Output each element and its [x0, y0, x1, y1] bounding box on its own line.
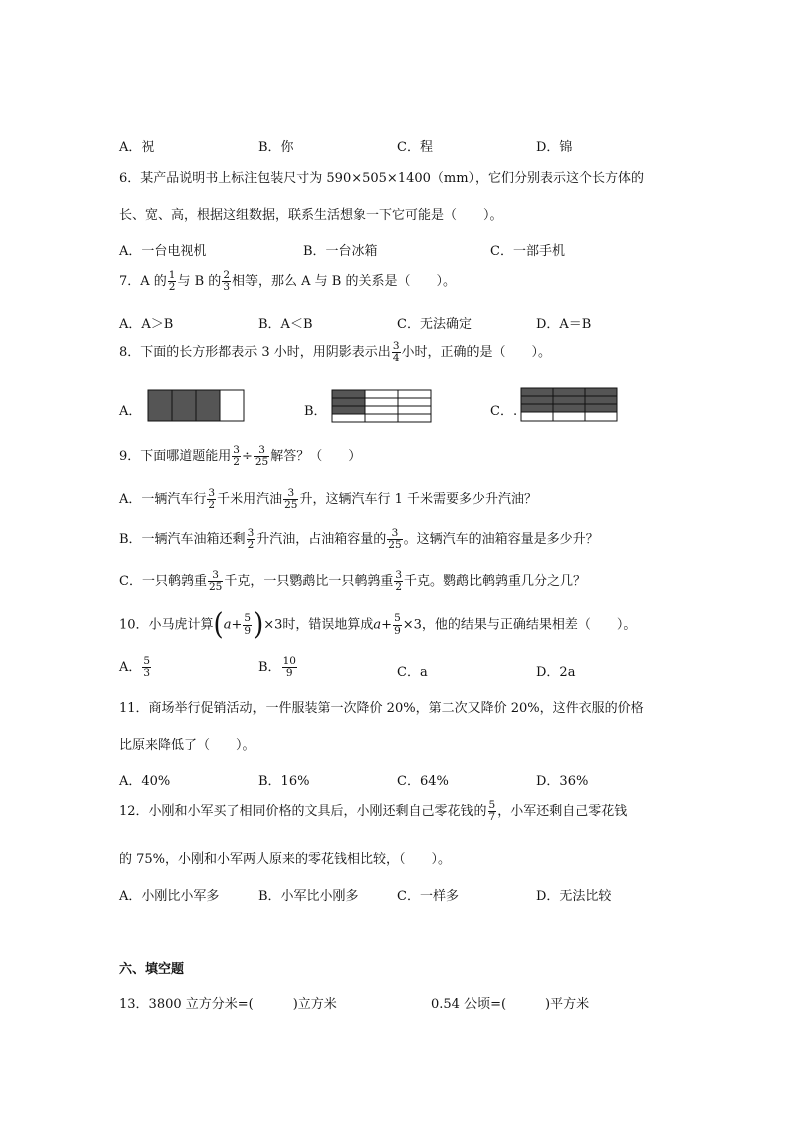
option-b: B．你 — [258, 140, 294, 155]
fraction: $\frac{5}{9}$ — [394, 612, 401, 637]
option-a: A．一台电视机 — [119, 244, 207, 259]
fraction: $\frac{5}{7}$ — [488, 799, 496, 824]
option-c: C．程 — [397, 140, 433, 155]
option-a: A．小刚比小军多 — [119, 889, 220, 904]
option-b: B． $\frac{10}{9}$ — [258, 655, 296, 680]
fraction: $\frac{5}{3}$ — [143, 655, 151, 680]
fraction: $\frac{10}{9}$ — [282, 655, 296, 680]
option-a: A．祝 — [119, 140, 155, 155]
fraction: $\frac{3}{4}$ — [392, 340, 400, 365]
option-c: C．a — [397, 665, 428, 680]
fraction: $\frac{3}{2}$ — [208, 487, 216, 512]
option-d: D．36% — [536, 774, 589, 789]
section-heading: 六、填空题 — [119, 962, 185, 977]
question-6-line2: 长、宽、高，根据这组数据，联系生活想象一下它可能是（ ）。 — [119, 208, 503, 223]
option-c: C．一部手机 — [490, 244, 565, 259]
fraction: $\frac{5}{9}$ — [244, 612, 252, 637]
question-9-option-b: B．一辆汽车油箱还剩 $\frac{3}{2}$ 升汽油，占油箱容量的 $\frac{3}{25}$ 。这辆汽车的油箱容量是多少升？ — [119, 527, 599, 552]
question-11-line2: 比原来降低了（ ）。 — [119, 738, 256, 753]
fraction: $\frac{3}{2}$ — [395, 569, 403, 594]
question-12-line1: 12．小刚和小军买了相同价格的文具后，小刚还剩自己零花钱的 $\frac{5}{7}$ ，小军还剩自己零花钱 — [119, 799, 628, 824]
fraction: $\frac{3}{25}$ — [388, 527, 402, 552]
question-13-part2: 0.54 公顷=( )平方米 — [431, 997, 590, 1012]
option-a: A．40% — [119, 774, 171, 789]
option-d: D．A＝B — [536, 317, 592, 332]
question-6-line1: 6．某产品说明书上标注包装尺寸为 590×505×1400（mm），它们分别表示这个长方体的 — [119, 171, 645, 186]
option-c: C．64% — [397, 774, 449, 789]
fraction: $\frac{3}{25}$ — [208, 569, 223, 594]
question-8: 8．下面的长方形都表示 3 小时，用阴影表示出 $\frac{3}{4}$ 小时，正确的是（ ）。 — [119, 340, 552, 365]
option-d: D．锦 — [536, 140, 573, 155]
question-9-option-a: A．一辆汽车行 $\frac{3}{2}$ 千米用汽油 $\frac{3}{25}$ 升，这辆汽车行 1 千米需要多少升汽油？ — [119, 487, 538, 512]
option-b: B． — [304, 404, 327, 419]
question-10: 10．小马虎计算(a+ $\frac{5}{9}$ )×3时，错误地算成a+ $\frac{5}{9}$ ×3，他的结果与正确结果相差（ ）。 — [119, 607, 637, 643]
question-9: 9．下面哪道题能用 $\frac{3}{2}$ ÷ $\frac{3}{25}$ 解答？（ ） — [119, 444, 362, 469]
fraction: $\frac{3}{2}$ — [233, 444, 240, 469]
question-9-option-c: C．一只鹌鹑重 $\frac{3}{25}$ 千克，一只鹦鹉比一只鹌鹑重 $\frac{3}{2}$ 千克。鹦鹉比鹌鹑重几分之几？ — [119, 569, 587, 594]
option-b: B．A＜B — [258, 317, 313, 332]
question-12-line2: 的 75%，小刚和小军两人原来的零花钱相比较，（ ）。 — [119, 852, 452, 867]
fraction: $\frac{3}{25}$ — [254, 444, 269, 469]
fraction: $\frac{1}{2}$ — [168, 269, 176, 294]
option-a: A．A＞B — [119, 317, 174, 332]
fraction: $\frac{3}{2}$ — [247, 527, 255, 552]
question-13-part1: 13．3800 立方分米=( )立方米 — [119, 997, 337, 1012]
option-c: C．. — [490, 404, 518, 419]
option-a: A． — [119, 404, 142, 419]
question-7: 7．A 的 $\frac{1}{2}$ 与 B 的 $\frac{2}{3}$ 相等，那么 A 与 B 的关系是（ ）。 — [119, 269, 456, 294]
option-b: B．16% — [258, 774, 310, 789]
rectangle-diagram-c — [520, 387, 619, 423]
option-d: D．无法比较 — [536, 889, 612, 904]
option-c: C．一样多 — [397, 889, 459, 904]
option-c: C．无法确定 — [397, 317, 472, 332]
fraction: $\frac{2}{3}$ — [223, 269, 230, 294]
rectangle-diagram-a — [147, 389, 245, 422]
option-b: B．小军比小刚多 — [258, 889, 359, 904]
option-a: A． $\frac{5}{3}$ — [119, 655, 151, 680]
fraction: $\frac{3}{25}$ — [284, 487, 298, 512]
rectangle-diagram-b — [331, 389, 432, 424]
option-d: D．2a — [536, 665, 576, 680]
question-11-line1: 11．商场举行促销活动，一件服装第一次降价 20%，第二次又降价 20%，这件衣服的价格 — [119, 701, 644, 716]
option-b: B．一台冰箱 — [303, 244, 378, 259]
